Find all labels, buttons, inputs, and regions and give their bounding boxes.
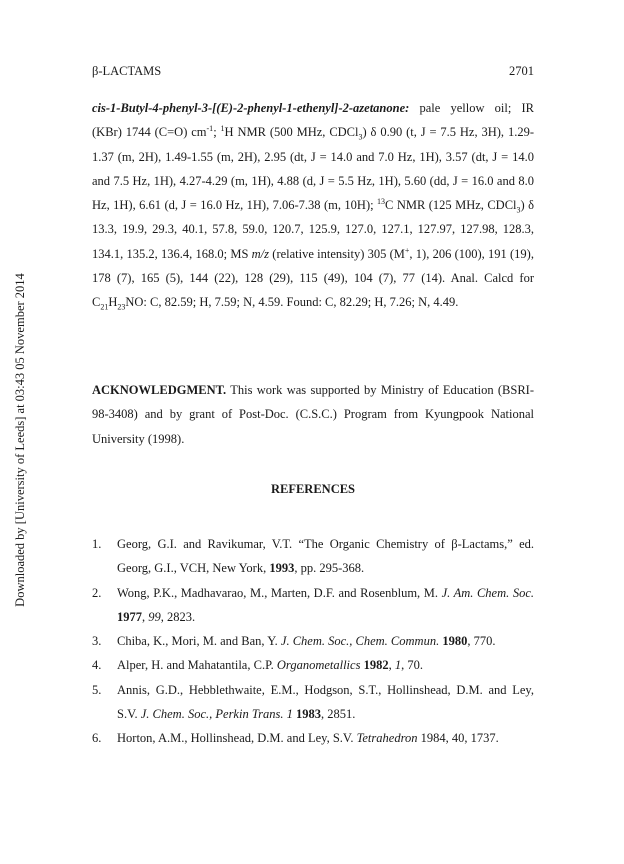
acknowledgment-label: ACKNOWLEDGMENT. <box>92 383 227 397</box>
download-watermark: Downloaded by [University of Leeds] at 03:43 05 November 2014 <box>13 273 27 607</box>
reference-item: 1. Georg, G.I. and Ravikumar, V.T. “The Organic Chemistry of β-Lactams,” ed. Georg, G.I., VCH, New York, 1993, pp. 295-368. <box>92 537 534 576</box>
reference-item: 2. Wong, P.K., Madhavarao, M., Marten, D.F. and Rosenblum, M. J. Am. Chem. Soc. 1977, 99, 2823. <box>92 585 534 624</box>
compound-characterization: cis-1-Butyl-4-phenyl-3-[(E)-2-phenyl-1-ethenyl]-2-azetanone: pale yellow oil; IR (KBr) 1744 (C=O) $cm^{-1}$; $^1$H NMR (500 MHz, CDCl$_3$) δ 0.90 (t, J = 7.5 Hz, 3H), 1.29-1.37 (m, 2H), 1.49-1.55 (m, 2H), 2.95 (dt, J = 14.0 and 7.0 Hz, 1H), 3.57 (dt, J = 14.0 and 7.5 Hz, 1H), 4.27-4.29 (m, 1H), 4.88 (d, J = 5.5 Hz, 1H), 5.60 (dd, J = 16.0 and 8.0 Hz, 1H), 6.61 (d, J = 16.0 Hz, 1H), 7.06-7.38 (m, 10H); $^{13}$C NMR (125 MHz, CDCl$_3$) δ 13.3, 19.9, 29.3, 40.1, 57.8, 59.0, 120.7, 125.9, 127.0, 127.1, 127.97, 127.98, 128.3, 134.1, 135.2, 136.4, 168.0; MS m/z (relative intensity) 305 (M+, 1), 206 (100), 191 (19), 178 (7), 165 (5), 144 (22), 128 (29), 115 (49), 104 (7), 77 (14). Anal. Calcd for $C_{21}H_{23}NO$: C, 82.59; H, 7.59; N, 4.59. Found: C, 82.29; H, 7.26; N, 4.49. <box>92 101 535 312</box>
ir-data: IR (KBr) 1744 (C=O) cm <box>92 101 535 140</box>
ms-lead: (relative intensity) 305 (M <box>269 246 405 261</box>
running-head-title: β-LACTAMS <box>92 64 162 78</box>
reference-item: 6. Horton, A.M., Hollinshead, D.M. and Ley, S.V. Tetrahedron 1984, 40, 1737. <box>92 731 499 746</box>
reference-item: 5. Annis, G.D., Hebblethwaite, E.M., Hodgson, S.T., Hollinshead, D.M. and Ley, S.V. J. Chem. Soc., Perkin Trans. 1 1983, 2851. <box>92 682 534 722</box>
compound-state: pale yellow oil; <box>419 101 512 115</box>
references-heading: REFERENCES <box>270 482 356 496</box>
reference-item: 4. Alper, H. and Mahatantila, C.P. Organometallics 1982, 1, 70. <box>92 658 423 673</box>
acknowledgment <box>92 378 534 451</box>
cnmr-data: ) δ 13.3, 19.9, 29.3, 40.1, 57.8, 59.0, 120.7, 125.9, 127.0, 127.1, 127.97, 127.98, 128.3, 134.1, 135.2, 136.4, 168.0; MS <box>92 198 535 261</box>
hnmr-lead: H NMR (500 MHz, CDCl <box>224 125 359 140</box>
reference-list <box>92 532 534 751</box>
running-head <box>92 63 534 79</box>
reference-item: 3. Chiba, K., Mori, M. and Ban, Y. J. Chem. Soc., Chem. Commun. 1980, 770. <box>92 634 496 649</box>
ms-data: , 1), 206 (100), 191 (19), 178 (7), 165 (5), 144 (22), 128 (29), 115 (49), 104 (7), 77 (14). Anal. Calcd for C <box>92 246 534 310</box>
compound-name: cis-1-Butyl-4-phenyl-3-[(E)-2-phenyl-1-ethenyl]-2-azetanone: <box>92 101 410 115</box>
hnmr-data: ) δ 0.90 (t, J = 7.5 Hz, 3H), 1.29-1.37 (m, 2H), 1.49-1.55 (m, 2H), 2.95 (dt, J = 14.0 and 7.0 Hz, 1H), 3.57 (dt, J = 14.0 and 7.5 Hz, 1H), 4.27-4.29 (m, 1H), 4.88 (d, J = 5.5 Hz, 1H), 5.60 (dd, J = 16.0 and 8.0 Hz, 1H), 6.61 (d, J = 16.0 Hz, 1H), 7.06-7.38 (m, 10H); <box>92 125 534 213</box>
acknowledgment-text: This work was supported by Ministry of Education (BSRI-98-3408) and by grant of Post-Doc. (C.S.C.) Program from Kyungpook National University (1998). <box>92 383 534 446</box>
analysis-data: NO: C, 82.59; H, 7.59; N, 4.59. Found: C, 82.29; H, 7.26; N, 4.49. <box>125 295 459 310</box>
cnmr-lead: C NMR (125 MHz, CDCl <box>385 198 517 213</box>
page-number: 2701 <box>509 64 534 78</box>
